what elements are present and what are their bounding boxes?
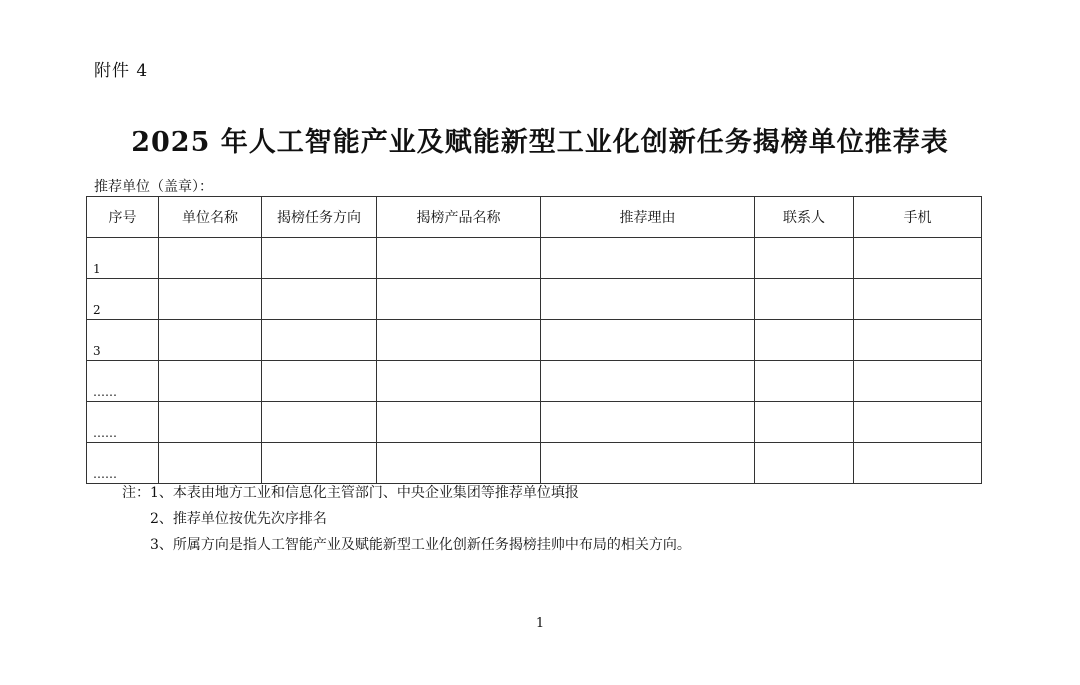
- notes-lead: 注：: [122, 485, 150, 501]
- table-cell: [541, 443, 755, 484]
- header-mobile: 手机: [854, 197, 982, 238]
- table-row: [87, 279, 982, 320]
- table-cell: [159, 443, 262, 484]
- table-cell: [541, 279, 755, 320]
- table-cell: [755, 361, 854, 402]
- table-cell: [541, 361, 755, 402]
- table-cell: [755, 402, 854, 443]
- table-cell: [377, 320, 541, 361]
- notes: [122, 480, 691, 558]
- row-serial: 1: [87, 238, 159, 279]
- table-row: [87, 402, 982, 443]
- header-contact-person: 联系人: [755, 197, 854, 238]
- table-cell: [159, 361, 262, 402]
- table-cell: [262, 361, 377, 402]
- table-header-row: [87, 197, 982, 238]
- table-cell: [755, 320, 854, 361]
- table-row: [87, 361, 982, 402]
- table-cell: [854, 238, 982, 279]
- table-row: [87, 320, 982, 361]
- note-item: [122, 506, 691, 532]
- table-cell: [262, 238, 377, 279]
- table-cell: [377, 279, 541, 320]
- table-cell: [262, 279, 377, 320]
- header-product-name: 揭榜产品名称: [377, 197, 541, 238]
- header-task-direction: 揭榜任务方向: [262, 197, 377, 238]
- row-serial: 2: [87, 279, 159, 320]
- table-cell: [854, 279, 982, 320]
- recommending-unit-label: 推荐单位（盖章）：: [94, 179, 213, 195]
- table-cell: [159, 238, 262, 279]
- table-cell: [854, 320, 982, 361]
- table-row: [87, 443, 982, 484]
- table-cell: [377, 361, 541, 402]
- table-cell: [854, 443, 982, 484]
- row-serial: ……: [87, 361, 159, 402]
- table-cell: [262, 320, 377, 361]
- table-cell: [541, 402, 755, 443]
- note-item: [122, 480, 691, 506]
- table-cell: [159, 402, 262, 443]
- table-cell: [755, 238, 854, 279]
- table-cell: [854, 402, 982, 443]
- row-serial: ……: [87, 443, 159, 484]
- recommendation-table: [86, 196, 982, 484]
- row-serial: 3: [87, 320, 159, 361]
- page-title: 2025 年人工智能产业及赋能新型工业化创新任务揭榜单位推荐表: [131, 127, 949, 158]
- header-serial-number: 序号: [87, 197, 159, 238]
- note-text: 2、推荐单位按优先次序排名: [150, 511, 327, 527]
- page-number: 1: [535, 616, 545, 631]
- table-cell: [377, 443, 541, 484]
- note-text: 1、本表由地方工业和信息化主管部门、中央企业集团等推荐单位填报: [150, 485, 579, 501]
- table-cell: [377, 238, 541, 279]
- table-cell: [755, 279, 854, 320]
- table-row: [87, 238, 982, 279]
- table-cell: [262, 402, 377, 443]
- attachment-label: 附件 4: [94, 61, 149, 81]
- table-cell: [262, 443, 377, 484]
- row-serial: ……: [87, 402, 159, 443]
- header-unit-name: 单位名称: [159, 197, 262, 238]
- table-cell: [377, 402, 541, 443]
- table-cell: [159, 320, 262, 361]
- table-cell: [541, 320, 755, 361]
- table-cell: [541, 238, 755, 279]
- table-cell: [159, 279, 262, 320]
- note-text: 3、所属方向是指人工智能产业及赋能新型工业化创新任务揭榜挂帅中布局的相关方向。: [150, 537, 691, 553]
- table-cell: [755, 443, 854, 484]
- note-item: [122, 532, 691, 558]
- header-recommendation-reason: 推荐理由: [541, 197, 755, 238]
- table-cell: [854, 361, 982, 402]
